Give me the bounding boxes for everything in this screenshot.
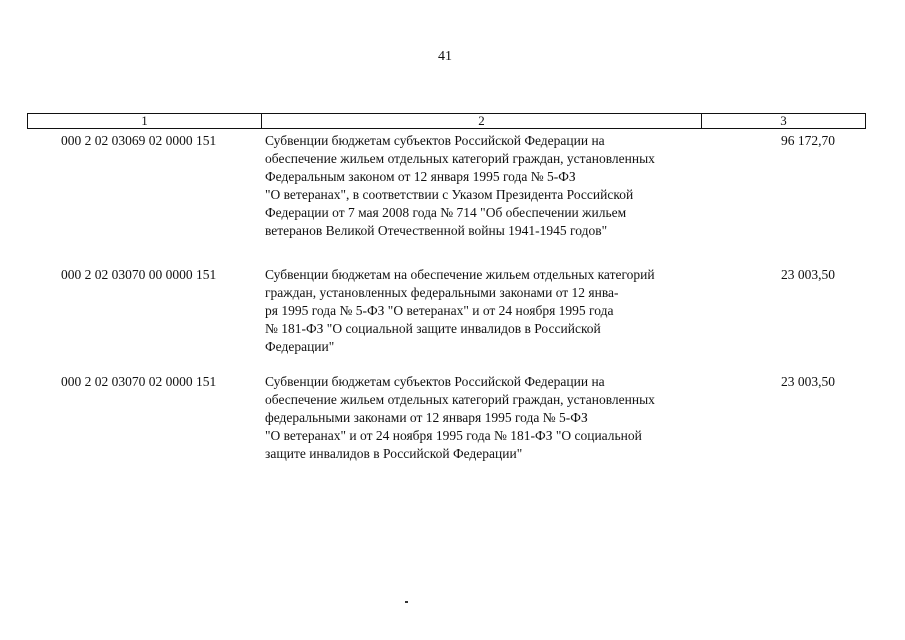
description-line: "О ветеранах", в соответствии с Указом Президента Российской	[265, 187, 634, 202]
description-line: защите инвалидов в Российской Федерации"	[265, 446, 523, 461]
column-header-2: 2	[262, 114, 702, 128]
column-header-3: 3	[780, 113, 787, 128]
row-amount: 96 172,70	[781, 133, 835, 148]
description-line: ря 1995 года № 5-ФЗ "О ветеранах" и от 24 ноября 1995 года	[265, 303, 614, 318]
budget-code: 000 2 02 03070 02 0000 151	[61, 374, 217, 389]
description-line: Федерации от 7 мая 2008 года № 714 "Об обеспечении жильем	[265, 205, 627, 220]
page-number: 41	[438, 49, 452, 64]
description-line: "О ветеранах" и от 24 ноября 1995 года № 181-ФЗ "О социальной	[265, 428, 642, 443]
description-line: Субвенции бюджетам субъектов Российской Федерации на	[265, 374, 605, 389]
row-description	[265, 266, 710, 356]
description-line: ветеранов Великой Отечественной войны 1941-1945 годов"	[265, 223, 608, 238]
description-line: Субвенции бюджетам на обеспечение жильем отдельных категорий	[265, 267, 655, 282]
budget-code: 000 2 02 03069 02 0000 151	[61, 133, 217, 148]
description-line: Субвенции бюджетам субъектов Российской Федерации на	[265, 133, 605, 148]
row-description	[265, 132, 710, 240]
budget-code: 000 2 02 03070 00 0000 151	[61, 267, 217, 282]
row-amount: 23 003,50	[781, 267, 835, 282]
row-amount: 23 003,50	[781, 374, 835, 389]
description-line: граждан, установленных федеральными законами от 12 янва-	[265, 285, 619, 300]
description-line: № 181-ФЗ "О социальной защите инвалидов в Российской	[265, 321, 601, 336]
description-line: федеральными законами от 12 января 1995 года № 5-ФЗ	[265, 410, 588, 425]
description-line: обеспечение жильем отдельных категорий граждан, установленных	[265, 392, 655, 407]
description-line: обеспечение жильем отдельных категорий граждан, установленных	[265, 151, 655, 166]
row-description	[265, 373, 710, 463]
scan-speck	[405, 601, 408, 603]
table-header-row	[27, 113, 866, 129]
column-header-1: 1	[28, 114, 262, 128]
description-line: Федеральным законом от 12 января 1995 года № 5-ФЗ	[265, 169, 576, 184]
description-line: Федерации"	[265, 339, 335, 354]
